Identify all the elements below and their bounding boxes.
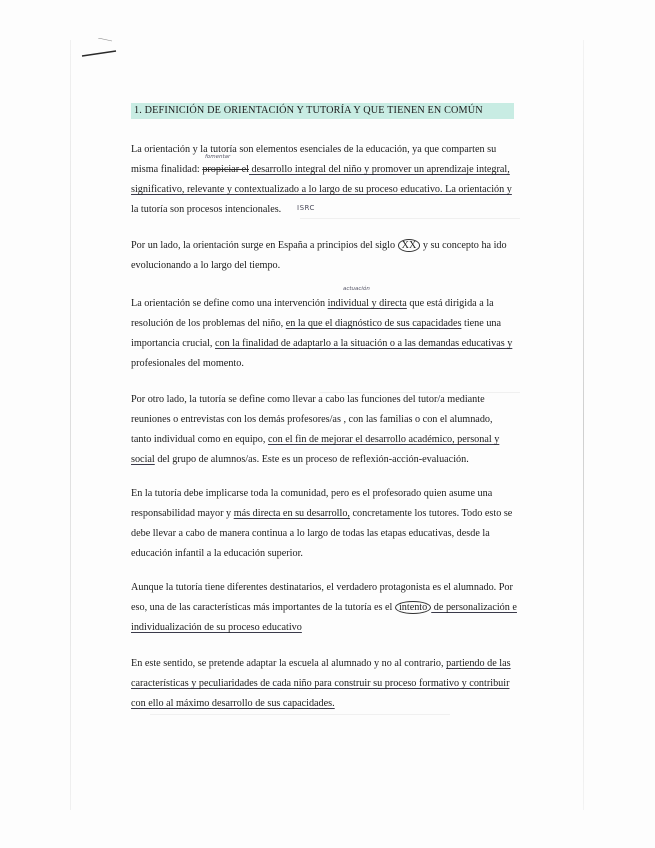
paragraph-7 — [131, 654, 531, 714]
bleed-through — [150, 714, 450, 715]
text-line: tanto individual como en equipo, con el fin de mejorar el desarrollo académico, personal y — [131, 434, 500, 445]
section-heading: 1. DEFINICIÓN DE ORIENTACIÓN Y TUTORÍA Y QUE TIENEN EN COMÚN — [131, 103, 514, 119]
underlined-text: desarrollo integral del niño y promover un aprendizaje integral, — [248, 164, 510, 175]
underlined-text: con el fin de mejorar el desarrollo académico, personal y — [267, 434, 500, 445]
handwritten-annotation: actuación — [343, 286, 370, 292]
handwritten-annotation: ISRC — [297, 204, 315, 212]
struck-text: propiciar el — [202, 164, 249, 175]
text-line: En la tutoría debe implicarse toda la comunidad, pero es el profesorado quien asume una — [131, 488, 493, 499]
staple-mark-icon — [80, 38, 120, 68]
paragraph-3 — [131, 294, 531, 374]
underlined-line: individualización de su proceso educativo — [131, 622, 302, 633]
paragraph-5 — [131, 484, 531, 564]
underlined-text: en la que el diagnóstico de sus capacidades — [285, 318, 462, 329]
paragraph-6 — [131, 578, 531, 638]
text-line: importancia crucial, con la finalidad de adaptarlo a la situación o a las demandas educativas y — [131, 338, 513, 349]
text-line: la tutoría son procesos intencionales. — [131, 204, 282, 215]
underlined-text: individual y directa — [327, 298, 407, 309]
underlined-text: partiendo de las — [446, 658, 511, 669]
underlined-text: de personalización e — [431, 602, 517, 613]
paragraph-4 — [131, 390, 531, 470]
underlined-text: más directa en su desarrollo, — [233, 508, 350, 519]
text-line: Aunque la tutoría tiene diferentes destinatarios, el verdadero protagonista es el alumnado. Por — [131, 582, 513, 593]
page-left-edge — [70, 40, 71, 810]
text-line: La orientación se define como una intervención individual y directa que está dirigida a la — [131, 298, 494, 309]
text-line: La orientación y la tutoría son elementos esenciales de la educación, ya que comparten su — [131, 144, 497, 155]
circled-text: XX — [398, 239, 421, 252]
text-line: Por otro lado, la tutoría se define como llevar a cabo las funciones del tutor/a mediante — [131, 394, 485, 405]
text-line: evolucionando a lo largo del tiempo. — [131, 260, 281, 271]
text-line: resolución de los problemas del niño, en la que el diagnóstico de sus capacidades tiene una — [131, 318, 502, 329]
text-line: misma finalidad: propiciar el desarrollo integral del niño y promover un aprendizaje integral, — [131, 164, 510, 175]
handwritten-annotation: fomentar — [205, 154, 231, 160]
underlined-line: características y peculiaridades de cada niño para construir su proceso formativo y contribuir — [131, 678, 510, 689]
text-line: profesionales del momento. — [131, 358, 244, 369]
text-line: reuniones o entrevistas con los demás profesores/as , con las familias o con el alumnado, — [131, 414, 493, 425]
text-line: debe llevar a cabo de manera continua a lo largo de todas las etapas educativas, desde la — [131, 528, 490, 539]
underlined-text: social — [131, 454, 155, 465]
underlined-line: con ello al máximo desarrollo de sus capacidades. — [131, 698, 335, 709]
text-line: eso, una de las características más importantes de la tutoría es el intento de personalización e — [131, 602, 517, 613]
text-line: educación infantil a la educación superior. — [131, 548, 303, 559]
underlined-line: significativo, relevante y contextualizado a lo largo de su proceso educativo. La orientación y — [131, 184, 512, 195]
page-right-edge — [583, 40, 584, 810]
text-line: Por un lado, la orientación surge en España a principios del siglo XX y su concepto ha ido — [131, 240, 507, 251]
text-line: En este sentido, se pretende adaptar la escuela al alumnado y no al contrario, partiendo de las — [131, 658, 511, 669]
paragraph-1 — [131, 140, 531, 220]
text-line: social del grupo de alumnos/as. Este es un proceso de reflexión-acción-evaluación. — [131, 454, 469, 465]
paragraph-2 — [131, 236, 531, 276]
underlined-text: con la finalidad de adaptarlo a la situación o a las demandas educativas y — [215, 338, 513, 349]
circled-text: intento — [395, 601, 431, 614]
text-line: responsabilidad mayor y más directa en su desarrollo, concretamente los tutores. Todo esto se — [131, 508, 513, 519]
